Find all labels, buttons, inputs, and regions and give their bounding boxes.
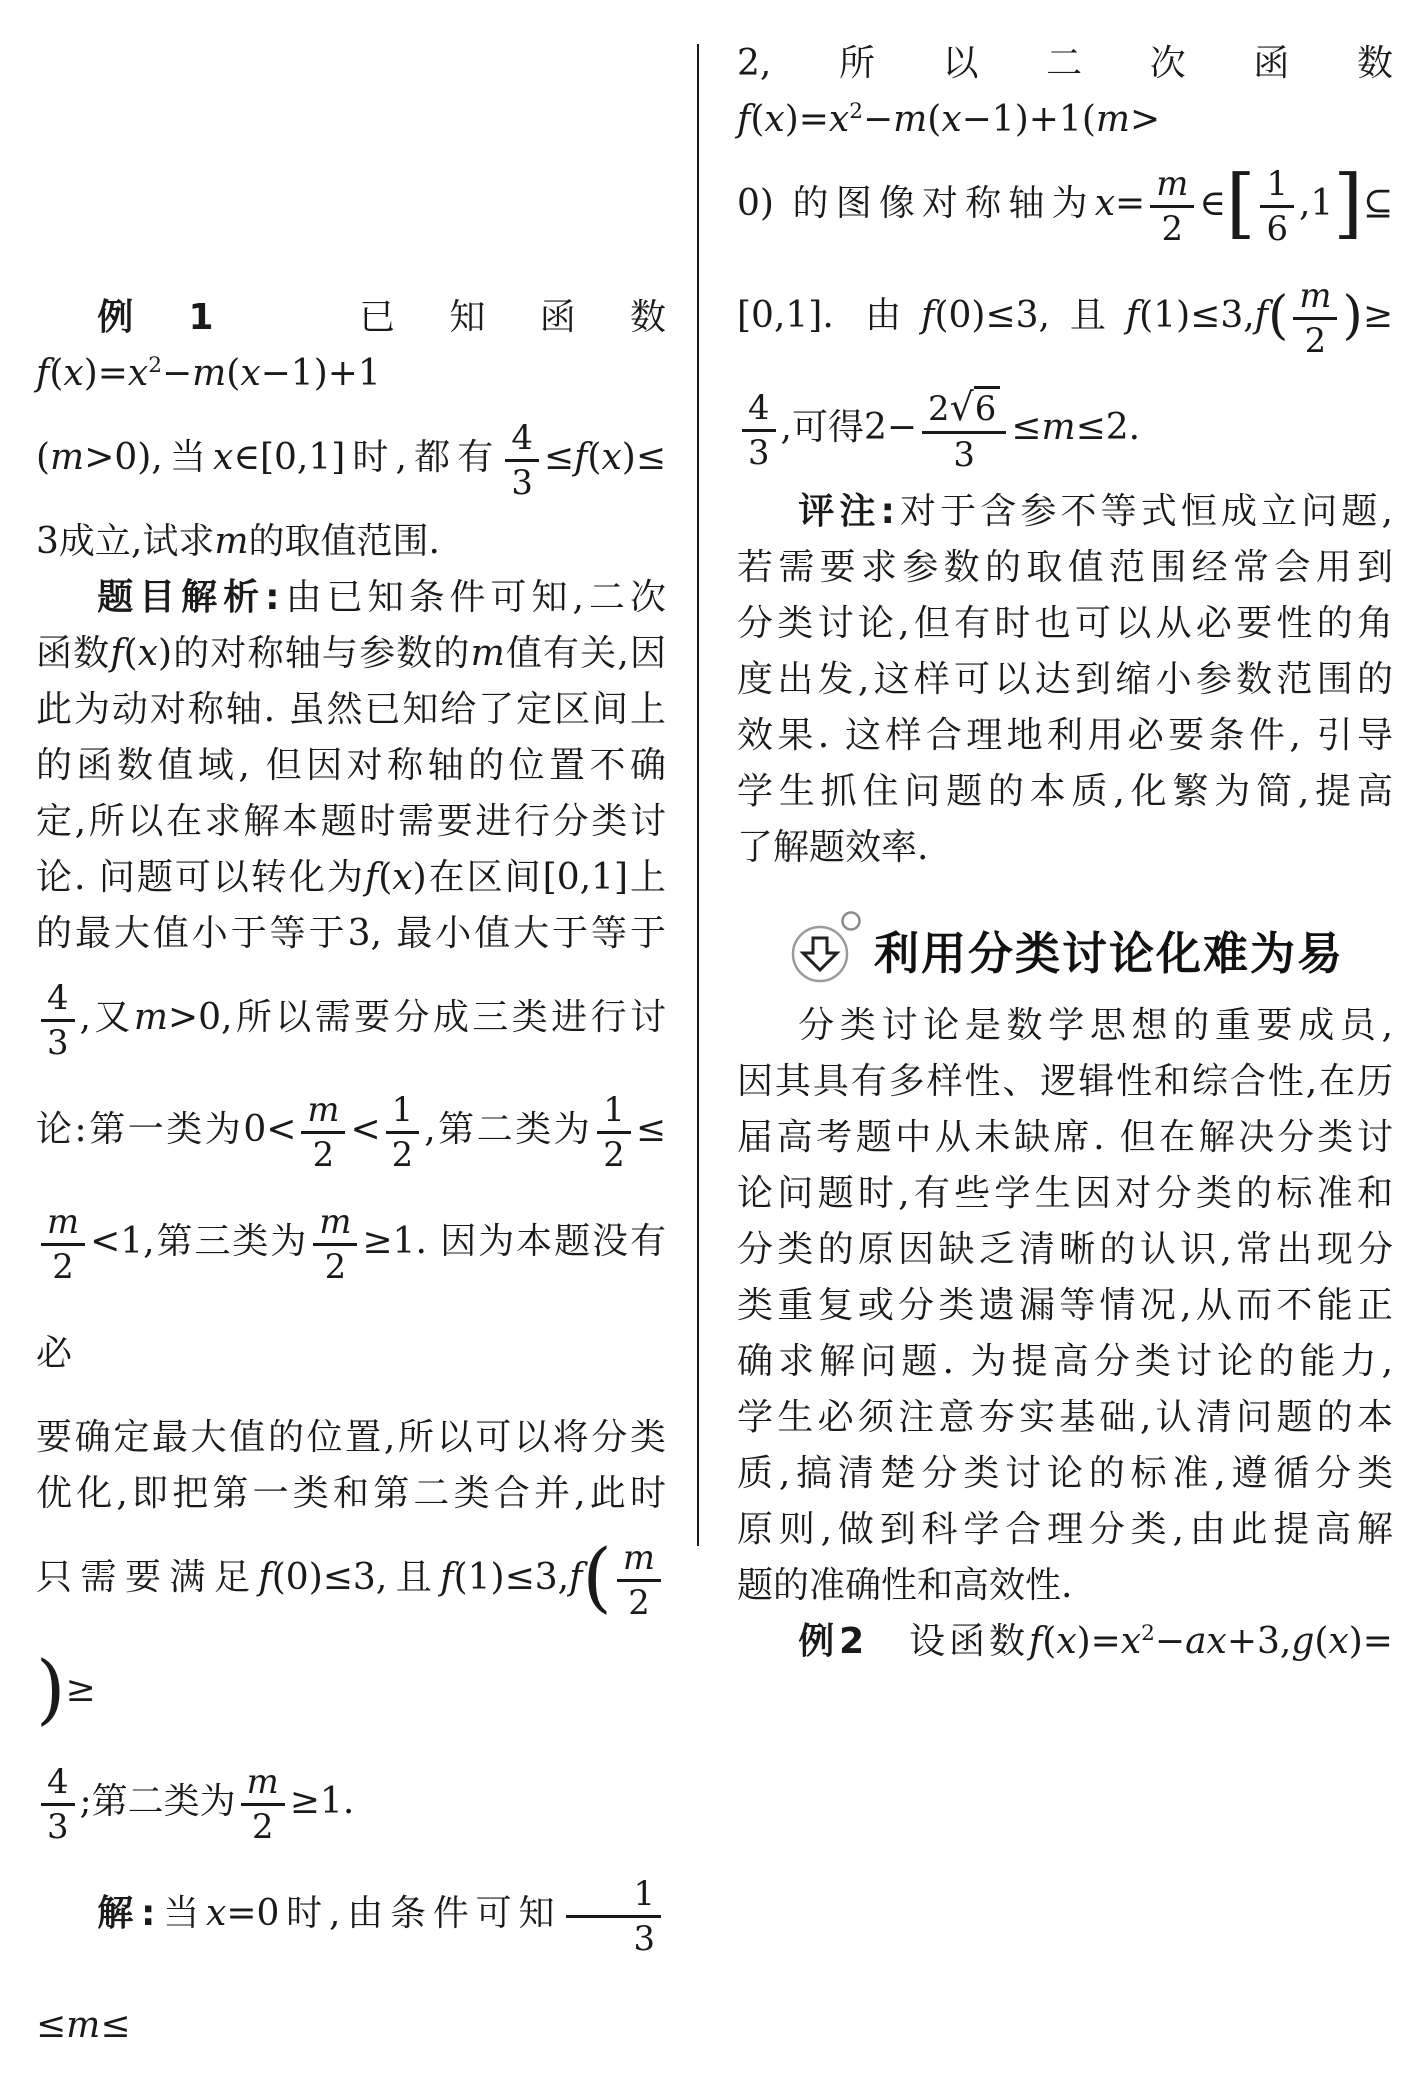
remark-line: 学生抓住问题的本质,化繁为简,提高: [737, 771, 1393, 812]
analysis-line: 优化,即把第一类和第二类合并,此时: [36, 1473, 666, 1514]
remark-line: 若需要求参数的取值范围经常会用到: [737, 547, 1393, 588]
right-column-bottom-text: [737, 998, 1393, 1670]
example1-question-line: 3成立,试求m的取值范围.: [36, 521, 440, 562]
section-body-line: 确求解问题. 为提高分类讨论的能力,: [737, 1341, 1393, 1382]
analysis-line: 要确定最大值的位置,所以可以将分类: [36, 1417, 666, 1458]
section-body-line: 类重复或分类遗漏等情况,从而不能正: [737, 1285, 1393, 1326]
solution-line: 2,所以二次函数$f(x)=x^2-m(x-1)+1(m>$: [737, 43, 1393, 140]
solution-line: 解:当x=0时,由条件可知 $\frac{1}{3}$ ≤m≤: [36, 1858, 666, 2082]
analysis-line: 此为动对称轴. 虽然已知给了定区间上: [36, 689, 666, 730]
section-body-line: 质,搞清楚分类讨论的标准,遵循分类: [737, 1453, 1393, 1494]
analysis-line: 只需要满足f(0)≤3,且f(1)≤3,f( $\frac{m}{2}$ )≥: [36, 1522, 666, 1746]
analysis-line: 定,所以在求解本题时需要进行分类讨: [36, 801, 666, 842]
analysis-line: 的最大值小于等于3, 最小值大于等于: [36, 913, 666, 954]
section-body-line: 届高考题中从未缺席. 但在解决分类讨: [737, 1117, 1393, 1158]
analysis-line: $\frac{4}{3}$ ,又m>0,所以需要分成三类进行讨: [36, 962, 666, 1074]
right-column: [737, 36, 1393, 1670]
remark-line: 效果. 这样合理地利用必要条件, 引导: [737, 715, 1393, 756]
remark-line: 了解题效率.: [737, 827, 929, 868]
solution-line: [0,1]. 由f(0)≤3,且f(1)≤3,f( $\frac{m}{2}$ )≥: [737, 275, 1393, 360]
section-body-line: 原则,做到科学合理分类,由此提高解: [737, 1509, 1393, 1550]
analysis-line: 题目解析:由已知条件可知,二次: [97, 577, 666, 618]
example1-title-line: 例1 已知函数$f(x)=x^2-m(x-1)+1$: [36, 297, 666, 394]
analysis-line: 函数f(x)的对称轴与参数的m值有关,因: [36, 633, 666, 674]
section-body-line: 分类的原因缺乏清晰的认识,常出现分: [737, 1229, 1393, 1270]
section-body-line: 学生必须注意夯实基础,认清问题的本: [737, 1397, 1393, 1438]
section-title: 利用分类讨论化难为易: [873, 927, 1344, 980]
analysis-line: 论. 问题可以转化为f(x)在区间[0,1]上: [36, 857, 667, 898]
circled-down-arrow-icon: [786, 910, 866, 986]
solution-line: 0) 的图像对称轴为x= $\frac{m}{2}$ ∈[ $\frac{1}{6}$ ,1]⊆: [737, 159, 1393, 248]
remark-line: 评注:对于含参不等式恒成立问题,: [798, 491, 1393, 532]
solution-line: $\frac{4}{3}$ ,可得2− $\frac{2√6}{3}$ ≤m≤2.: [737, 372, 1393, 484]
remark-line: 分类讨论,但有时也可以从必要性的角: [737, 603, 1393, 644]
analysis-line: $\frac{m}{2}$ <1,第三类为 $\frac{m}{2}$ ≥1. 因为本题没有必: [36, 1201, 666, 1374]
example1-condition-line: (m>0),当x∈[0,1]时,都有 $\frac{4}{3}$ ≤f(x)≤: [36, 417, 666, 502]
right-column-top-text: [737, 36, 1393, 876]
section-body-line: 分类讨论是数学思想的重要成员,: [798, 1005, 1393, 1046]
section-body-line: 论问题时,有些学生因对分类的标准和: [737, 1173, 1393, 1214]
analysis-line: 论:第一类为0< $\frac{m}{2}$ < $\frac{1}{2}$ ,第二类为 $\frac{1}{2}$ ≤: [36, 1089, 666, 1174]
example2-title-line: 例2 设函数$f(x)=x^2-ax+3,g(x)=$: [798, 1621, 1393, 1662]
column-divider: [697, 44, 699, 1546]
left-column: [36, 290, 666, 2082]
analysis-line: 的函数值域, 但因对称轴的位置不确: [36, 745, 666, 786]
section-body-line: 因其具有多样性、逻辑性和综合性,在历: [737, 1061, 1393, 1102]
remark-line: 度出发,这样可以达到缩小参数范围的: [737, 659, 1393, 700]
analysis-line: $\frac{4}{3}$ ;第二类为 $\frac{m}{2}$ ≥1.: [36, 1746, 666, 1858]
section-body-line: 题的准确性和高效性.: [737, 1565, 1073, 1606]
section-heading-row: [737, 900, 1393, 986]
